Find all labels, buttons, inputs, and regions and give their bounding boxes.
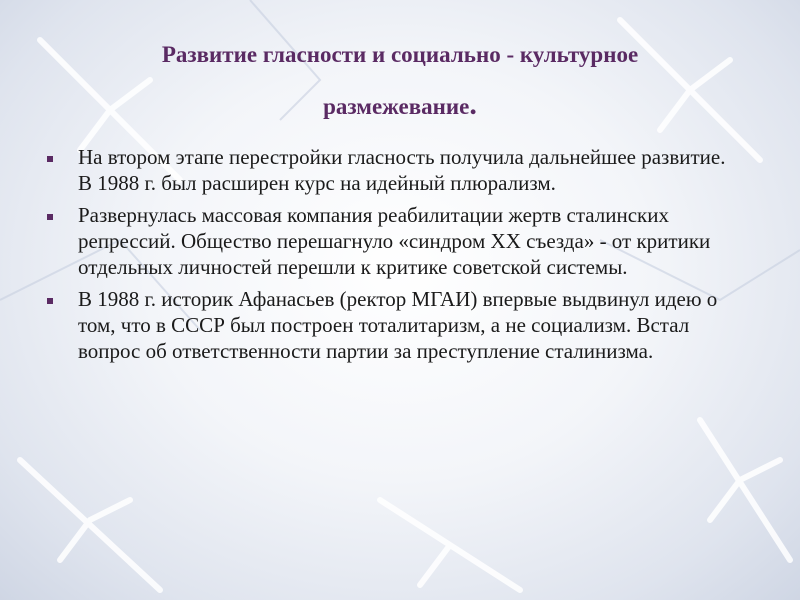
slide-title [40, 30, 760, 132]
bullet-item [44, 202, 744, 280]
title-line-1: Развитие гласности и социально - культурное [161, 42, 639, 67]
bullet-text: В 1988 г. историк Афанасьев (ректор МГАИ) впервые выдвинул идею о том, что в СССР был построен тоталитаризм, а не социализм. Встал вопрос об ответственности партии за преступление сталинизма. [78, 287, 718, 363]
bullet-square-icon [47, 298, 53, 304]
bullet-item [44, 286, 744, 364]
bullet-list [44, 144, 744, 370]
bullet-text: Развернулась массовая компания реабилитации жертв сталинских репрессий. Общество перешагнуло «синдром XX съезда» - от критики отдельных личностей перешли к критике советской системы. [78, 203, 711, 279]
bullet-item [44, 144, 744, 196]
title-end: . [469, 88, 477, 121]
bullet-square-icon [47, 214, 53, 220]
bullet-square-icon [47, 156, 53, 162]
bullet-text: На втором этапе перестройки гласность получила дальнейшее развитие. В 1988 г. был расширен курс на идейный плюрализм. [78, 145, 726, 195]
title-line-2: размежевание [323, 94, 470, 119]
